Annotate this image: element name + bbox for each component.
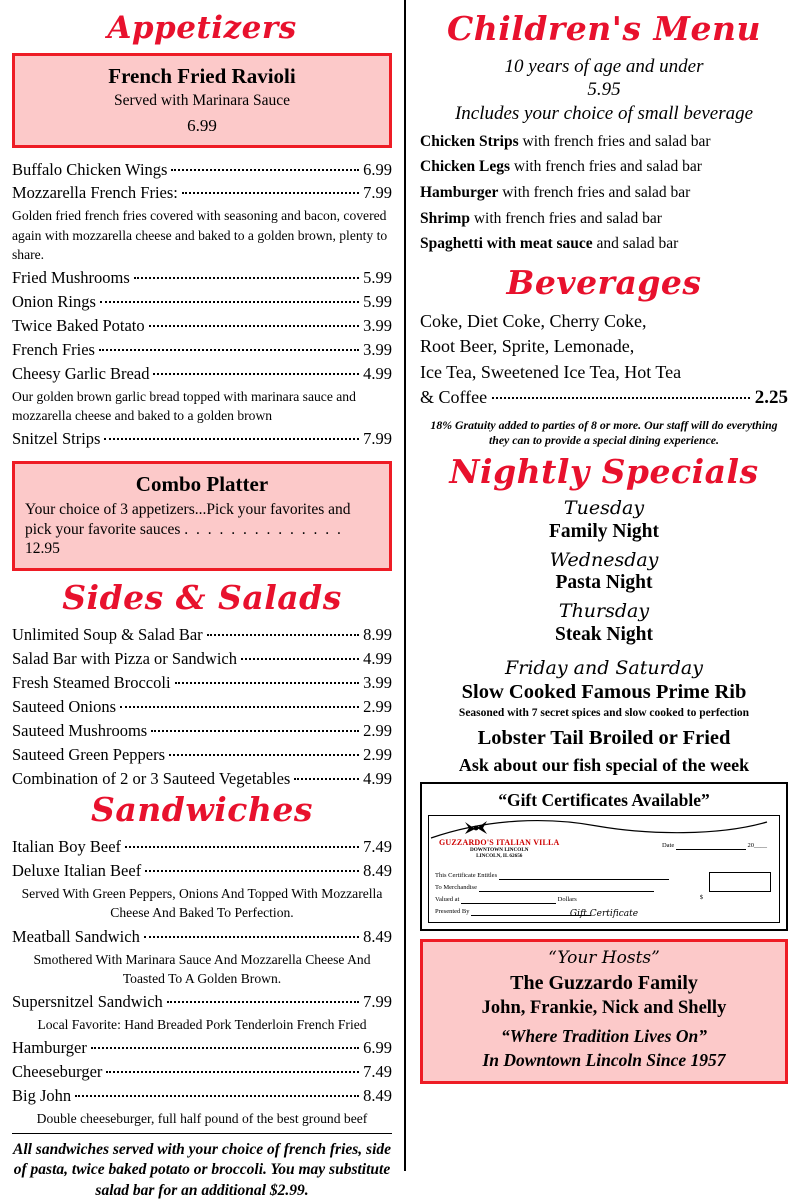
featured-title: French Fried Ravioli bbox=[25, 64, 379, 89]
menu-item bbox=[12, 266, 392, 290]
item-price: 5.99 bbox=[363, 266, 392, 290]
item-name: Hamburger bbox=[420, 184, 498, 201]
item-detail: with french fries and salad bar bbox=[510, 158, 702, 175]
menu-item bbox=[12, 158, 392, 182]
nightly-specials-heading: Nightly Specials bbox=[420, 455, 788, 490]
sandwiches-list bbox=[12, 835, 392, 1128]
childrens-menu-heading: Children's Menu bbox=[420, 12, 788, 47]
hosts-tagline-2: In Downtown Lincoln Since 1957 bbox=[431, 1049, 777, 1072]
menu-item bbox=[12, 314, 392, 338]
item-name: Chicken Legs bbox=[420, 158, 510, 175]
item-price: 2.99 bbox=[363, 695, 392, 719]
menu-item bbox=[12, 695, 392, 719]
certificate-date-label: Date bbox=[662, 842, 674, 849]
specials-list bbox=[420, 497, 788, 647]
beverage-line: Coke, Diet Coke, Cherry Coke, bbox=[420, 309, 788, 335]
weekend-item-1: Slow Cooked Famous Prime Rib bbox=[420, 680, 788, 706]
special-name: Steak Night bbox=[420, 623, 788, 647]
item-price: 4.99 bbox=[363, 767, 392, 791]
item-price: 3.99 bbox=[363, 314, 392, 338]
item-name: Big John bbox=[12, 1084, 71, 1108]
certificate-date-row bbox=[662, 842, 767, 850]
leader-dots bbox=[171, 169, 359, 171]
item-price: 2.99 bbox=[363, 743, 392, 767]
list-item bbox=[420, 210, 788, 229]
special-name: Pasta Night bbox=[420, 571, 788, 595]
childrens-price: 5.95 bbox=[420, 78, 788, 102]
special-name: Family Night bbox=[420, 520, 788, 544]
leader-dots bbox=[294, 778, 359, 780]
special-day: Thursday bbox=[420, 600, 788, 623]
special-day: Tuesday bbox=[420, 497, 788, 520]
item-name: Onion Rings bbox=[12, 290, 96, 314]
childrens-beverage-note: Includes your choice of small beverage bbox=[420, 102, 788, 126]
item-name: Meatball Sandwich bbox=[12, 925, 140, 949]
sandwiches-heading: Sandwiches bbox=[12, 793, 392, 828]
certificate-entitles-label: This Certificate Entitles bbox=[435, 872, 497, 879]
appetizers-list bbox=[12, 158, 392, 452]
gift-certificate-sample bbox=[428, 815, 780, 923]
leader-dots bbox=[241, 658, 359, 660]
list-item bbox=[420, 184, 788, 203]
certificate-valued-label: Valued at bbox=[435, 896, 459, 903]
combo-platter-box bbox=[12, 461, 392, 570]
leader-dots bbox=[75, 1095, 359, 1097]
item-name: Buffalo Chicken Wings bbox=[12, 158, 167, 182]
certificate-presented-label: Presented By bbox=[435, 908, 469, 915]
divider bbox=[12, 1133, 392, 1134]
featured-subtitle: Served with Marinara Sauce bbox=[25, 92, 379, 110]
item-price: 2.99 bbox=[363, 719, 392, 743]
combo-title: Combo Platter bbox=[25, 472, 379, 497]
leader-dots bbox=[167, 1001, 359, 1003]
item-price: 4.99 bbox=[363, 647, 392, 671]
featured-appetizer-box bbox=[12, 53, 392, 148]
item-name: Cheesy Garlic Bread bbox=[12, 362, 149, 386]
item-name: Italian Boy Beef bbox=[12, 835, 121, 859]
item-description: Golden fried french fries covered with seasoning and bacon, covered again with mozzarella cheese and baked to a golden brown, plenty to share. bbox=[12, 206, 392, 264]
item-name: Fresh Steamed Broccoli bbox=[12, 671, 171, 695]
menu-item bbox=[12, 427, 392, 451]
certificate-dollar-sign: $ bbox=[700, 894, 703, 901]
beverage-line: Ice Tea, Sweetened Ice Tea, Hot Tea bbox=[420, 360, 788, 386]
item-price: 3.99 bbox=[363, 671, 392, 695]
item-description: Smothered With Marinara Sauce And Mozzarella Cheese And Toasted To A Golden Brown. bbox=[12, 950, 392, 989]
featured-price: 6.99 bbox=[25, 116, 379, 136]
item-name: Chicken Strips bbox=[420, 133, 519, 150]
gift-certificate-box bbox=[420, 782, 788, 931]
list-item bbox=[420, 235, 788, 254]
item-name: Spaghetti with meat sauce bbox=[420, 235, 593, 252]
item-name: Snitzel Strips bbox=[12, 427, 100, 451]
leader-dots bbox=[99, 349, 359, 351]
item-price: 7.99 bbox=[363, 990, 392, 1014]
leader-dots bbox=[153, 373, 359, 375]
menu-item bbox=[12, 623, 392, 647]
leader-dots bbox=[100, 301, 359, 303]
item-description: Served With Green Peppers, Onions And Topped With Mozzarella Cheese And Baked To Perfection. bbox=[12, 884, 392, 923]
item-price: 4.99 bbox=[363, 362, 392, 386]
certificate-brand-name: GUZZARDO'S ITALIAN VILLA bbox=[439, 838, 560, 847]
item-price: 6.99 bbox=[363, 1036, 392, 1060]
leader-dots bbox=[182, 192, 359, 194]
item-price: 8.49 bbox=[363, 859, 392, 883]
hosts-names: John, Frankie, Nick and Shelly bbox=[431, 996, 777, 1020]
childrens-age-note: 10 years of age and under bbox=[420, 55, 788, 79]
weekend-item-3: Ask about our fish special of the week bbox=[420, 754, 788, 777]
hosts-tagline-1: “Where Tradition Lives On” bbox=[431, 1025, 777, 1048]
certificate-amount-box bbox=[709, 872, 771, 892]
item-name: Salad Bar with Pizza or Sandwich bbox=[12, 647, 237, 671]
appetizers-heading: Appetizers bbox=[12, 12, 392, 45]
item-name: Hamburger bbox=[12, 1036, 87, 1060]
leader-dots bbox=[134, 277, 359, 279]
leader-dots bbox=[207, 634, 359, 636]
item-name: Sauteed Mushrooms bbox=[12, 719, 147, 743]
menu-item bbox=[12, 719, 392, 743]
hosts-family: The Guzzardo Family bbox=[431, 971, 777, 996]
item-price: 6.99 bbox=[363, 158, 392, 182]
sandwich-footer-note: All sandwiches served with your choice of french fries, side of pasta, twice baked potato or broccoli. You may substitute salad bar for an additional $2.99. bbox=[12, 1140, 392, 1202]
beverage-line: & Coffee bbox=[420, 385, 487, 411]
weekend-item-2: Lobster Tail Broiled or Fried bbox=[420, 726, 788, 752]
certificate-merchandise-row bbox=[435, 884, 654, 892]
leader-dots bbox=[149, 325, 359, 327]
item-price: 7.49 bbox=[363, 835, 392, 859]
combo-description: Your choice of 3 appetizers...Pick your favorites and pick your favorite sauces . . . . . . . . . . . . . . 12.95 bbox=[25, 500, 379, 558]
leader-dots bbox=[145, 870, 359, 872]
item-price: 8.99 bbox=[363, 623, 392, 647]
hosts-label: “Your Hosts” bbox=[431, 948, 777, 968]
item-name: Sauteed Green Peppers bbox=[12, 743, 165, 767]
beverage-price-row bbox=[420, 385, 788, 412]
menu-item bbox=[12, 767, 392, 791]
menu-item bbox=[12, 859, 392, 883]
menu-item bbox=[12, 743, 392, 767]
item-price: 5.99 bbox=[363, 290, 392, 314]
leader-dots bbox=[91, 1047, 359, 1049]
gift-certificate-title: “Gift Certificates Available” bbox=[428, 790, 780, 811]
item-name: Deluxe Italian Beef bbox=[12, 859, 141, 883]
certificate-brand-city: DOWNTOWN LINCOLN bbox=[439, 847, 560, 853]
item-detail: with french fries and salad bar bbox=[498, 184, 690, 201]
childrens-items bbox=[420, 133, 788, 254]
leader-dots bbox=[151, 730, 359, 732]
item-name: Unlimited Soup & Salad Bar bbox=[12, 623, 203, 647]
certificate-bottom-label: Gift Certificate bbox=[429, 909, 779, 919]
item-price: 8.49 bbox=[363, 1084, 392, 1108]
list-item bbox=[420, 133, 788, 152]
sides-list bbox=[12, 623, 392, 790]
item-name: Sauteed Onions bbox=[12, 695, 116, 719]
menu-item bbox=[12, 290, 392, 314]
combo-price: 12.95 bbox=[25, 540, 60, 557]
item-description: Our golden brown garlic bread topped with marinara sauce and mozzarella cheese and baked to a golden brown bbox=[12, 387, 392, 426]
item-price: 3.99 bbox=[363, 338, 392, 362]
right-column bbox=[404, 0, 800, 1171]
item-description: Local Favorite: Hand Breaded Pork Tenderloin French Fried bbox=[12, 1015, 392, 1034]
weekend-item-1-desc: Seasoned with 7 secret spices and slow cooked to perfection bbox=[420, 707, 788, 721]
certificate-brand bbox=[439, 838, 560, 859]
item-detail: with french fries and salad bar bbox=[519, 133, 711, 150]
item-price: 8.49 bbox=[363, 925, 392, 949]
menu-item bbox=[12, 338, 392, 362]
leader-dots bbox=[175, 682, 360, 684]
combo-desc-text: Your choice of 3 appetizers...Pick your favorites and pick your favorite sauces bbox=[25, 501, 351, 537]
certificate-entitles-row bbox=[435, 872, 669, 880]
item-price: 7.99 bbox=[363, 427, 392, 451]
item-detail: and salad bar bbox=[593, 235, 679, 252]
left-column bbox=[0, 0, 404, 1171]
item-description: Double cheeseburger, full half pound of the best ground beef bbox=[12, 1109, 392, 1128]
leader-dots bbox=[104, 438, 359, 440]
special-day: Wednesday bbox=[420, 549, 788, 572]
leader-dots bbox=[144, 936, 359, 938]
menu-item bbox=[12, 1060, 392, 1084]
item-name: French Fries bbox=[12, 338, 95, 362]
item-name: Twice Baked Potato bbox=[12, 314, 145, 338]
menu-item bbox=[12, 181, 392, 205]
menu-item bbox=[12, 990, 392, 1014]
certificate-valued-row bbox=[435, 896, 577, 904]
leader-dots bbox=[106, 1071, 359, 1073]
leader-dots bbox=[125, 846, 359, 848]
list-item bbox=[420, 158, 788, 177]
leader-dots bbox=[120, 706, 359, 708]
certificate-merchandise-label: To Merchandise bbox=[435, 884, 477, 891]
gratuity-note: 18% Gratuity added to parties of 8 or more. Our staff will do everything they can to provide a special dining experience. bbox=[420, 418, 788, 449]
certificate-dollars-label: Dollars bbox=[558, 896, 577, 903]
leader-dots bbox=[492, 397, 750, 399]
item-name: Cheeseburger bbox=[12, 1060, 102, 1084]
beverages-list bbox=[420, 309, 788, 413]
item-detail: with french fries and salad bar bbox=[470, 210, 662, 227]
item-price: 7.49 bbox=[363, 1060, 392, 1084]
item-name: Supersnitzel Sandwich bbox=[12, 990, 163, 1014]
beverage-price: 2.25 bbox=[755, 385, 788, 412]
menu-item bbox=[12, 835, 392, 859]
item-name: Fried Mushrooms bbox=[12, 266, 130, 290]
leader-dots bbox=[169, 754, 359, 756]
certificate-brand-state: LINCOLN, IL 62656 bbox=[439, 853, 560, 859]
menu-item bbox=[12, 1084, 392, 1108]
menu-item bbox=[12, 647, 392, 671]
beverage-line: Root Beer, Sprite, Lemonade, bbox=[420, 334, 788, 360]
menu-item bbox=[12, 362, 392, 386]
hosts-box bbox=[420, 939, 788, 1084]
item-name: Mozzarella French Fries: bbox=[12, 181, 178, 205]
menu-item bbox=[12, 1036, 392, 1060]
item-price: 7.99 bbox=[363, 181, 392, 205]
sides-heading: Sides & Salads bbox=[12, 581, 392, 616]
weekend-day: Friday and Saturday bbox=[420, 657, 788, 680]
item-name: Combination of 2 or 3 Sauteed Vegetables bbox=[12, 767, 290, 791]
certificate-year: 20____ bbox=[748, 842, 768, 849]
beverages-heading: Beverages bbox=[420, 266, 788, 301]
item-name: Shrimp bbox=[420, 210, 470, 227]
menu-item bbox=[12, 925, 392, 949]
menu-item bbox=[12, 671, 392, 695]
